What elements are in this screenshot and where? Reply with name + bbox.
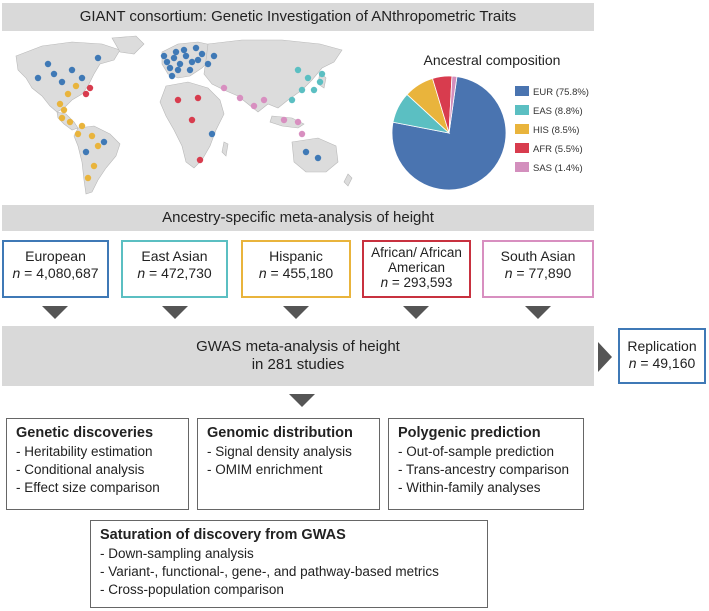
study-dot-sas — [281, 117, 287, 123]
south-america-shape — [74, 126, 120, 194]
list-item: - OMIM enrichment — [207, 462, 323, 477]
panel-saturation — [90, 520, 488, 608]
gwas-line-1: GWAS meta-analysis of height — [196, 338, 400, 355]
legend-swatch — [515, 124, 529, 134]
ancestry-box-european — [2, 240, 109, 298]
study-dot-eur — [167, 65, 173, 71]
pie-legend — [515, 86, 607, 186]
ancestry-n: n = 455,180 — [258, 265, 334, 281]
study-dot-eas — [317, 79, 323, 85]
arrow-down-icon — [403, 306, 429, 319]
world-map — [2, 34, 372, 202]
study-dot-eur — [193, 45, 199, 51]
study-dot-eas — [295, 67, 301, 73]
legend-item-eas: EAS (8.8%) — [515, 105, 583, 117]
legend-item-eur: EUR (75.8%) — [515, 86, 589, 98]
ancestry-name: East Asian — [141, 248, 208, 264]
legend-swatch — [515, 162, 529, 172]
study-dot-eur — [195, 57, 201, 63]
arrow-right-icon — [598, 342, 612, 372]
study-dot-eur — [83, 149, 89, 155]
list-item: - Within-family analyses — [398, 480, 541, 495]
study-dot-eur — [35, 75, 41, 81]
study-dot-eur — [95, 55, 101, 61]
title-banner: GIANT consortium: Genetic Investigation of ANthropometric Traits — [2, 3, 594, 31]
list-item: - Heritability estimation — [16, 444, 153, 459]
study-dot-eur — [209, 131, 215, 137]
arrow-down-icon — [289, 394, 315, 407]
study-dot-eur — [187, 67, 193, 73]
gwas-banner — [2, 326, 594, 386]
legend-item-afr: AFR (5.5%) — [515, 143, 583, 155]
study-dot-eur — [177, 61, 183, 67]
ancestry-box-east-asian — [121, 240, 228, 298]
study-dot-sas — [221, 85, 227, 91]
legend-swatch — [515, 105, 529, 115]
list-item: - Conditional analysis — [16, 462, 145, 477]
ancestry-name: African/ African American — [371, 245, 462, 275]
study-dot-eur — [173, 49, 179, 55]
study-dot-eur — [169, 73, 175, 79]
study-dot-afr — [197, 157, 203, 163]
study-dot-his — [67, 119, 73, 125]
legend-item-sas: SAS (1.4%) — [515, 162, 583, 174]
study-dot-eas — [289, 97, 295, 103]
study-dot-afr — [175, 97, 181, 103]
study-dot-afr — [87, 85, 93, 91]
list-item: - Variant-, functional-, gene-, and pathway-based metrics — [100, 564, 439, 579]
study-dot-eur — [211, 53, 217, 59]
ancestry-box-african — [362, 240, 471, 298]
study-dot-eur — [161, 53, 167, 59]
study-dot-sas — [261, 97, 267, 103]
study-dot-sas — [295, 119, 301, 125]
ancestry-n: n = 472,730 — [137, 265, 212, 281]
study-dot-eas — [305, 75, 311, 81]
study-dot-eur — [189, 59, 195, 65]
north-america-shape — [16, 42, 120, 112]
study-dot-eur — [183, 53, 189, 59]
ancestry-name: European — [25, 248, 86, 264]
study-dot-sas — [299, 131, 305, 137]
study-dot-his — [91, 163, 97, 169]
study-dot-eur — [199, 51, 205, 57]
study-dot-his — [73, 83, 79, 89]
study-dot-eur — [79, 75, 85, 81]
africa-shape — [160, 82, 224, 168]
ancestry-name: South Asian — [500, 248, 576, 264]
panel-title: Genomic distribution — [207, 425, 353, 441]
study-dot-afr — [189, 117, 195, 123]
panel-title: Saturation of discovery from GWAS — [100, 527, 346, 543]
list-item: - Effect size comparison — [16, 480, 160, 495]
study-dot-eur — [69, 67, 75, 73]
list-item: - Cross-population comparison — [100, 582, 284, 597]
study-dot-his — [59, 115, 65, 121]
study-dot-afr — [195, 95, 201, 101]
list-item: - Out-of-sample prediction — [398, 444, 555, 459]
legend-swatch — [515, 143, 529, 153]
study-dot-his — [75, 131, 81, 137]
study-dot-his — [89, 133, 95, 139]
study-dot-his — [57, 101, 63, 107]
study-dot-his — [65, 91, 71, 97]
pie-title: Ancestral composition — [423, 52, 561, 68]
study-dot-eur — [171, 55, 177, 61]
ancestry-name: Hispanic — [269, 248, 323, 264]
study-dot-eur — [101, 139, 107, 145]
ancestry-box-south-asian — [482, 240, 594, 298]
study-dot-eur — [303, 149, 309, 155]
study-dot-eur — [175, 67, 181, 73]
study-dot-his — [61, 107, 67, 113]
study-dot-eur — [164, 59, 170, 65]
list-item: - Down-sampling analysis — [100, 546, 254, 561]
arrow-down-icon — [42, 306, 68, 319]
study-dot-afr — [83, 91, 89, 97]
panel-polygenic-prediction — [388, 418, 584, 510]
replication-title: Replication — [627, 338, 697, 354]
replication-n: n = 49,160 — [628, 355, 696, 371]
gwas-line-2: in 281 studies — [251, 356, 345, 373]
study-dot-sas — [251, 103, 257, 109]
study-dot-eas — [299, 87, 305, 93]
study-dot-his — [85, 175, 91, 181]
study-dot-eas — [319, 71, 325, 77]
panel-genomic-distribution — [197, 418, 380, 510]
study-dot-eur — [51, 71, 57, 77]
study-dot-his — [79, 123, 85, 129]
study-dot-eur — [181, 47, 187, 53]
arrow-down-icon — [283, 306, 309, 319]
study-dot-his — [95, 143, 101, 149]
replication-box — [618, 328, 706, 384]
study-dot-eur — [205, 61, 211, 67]
study-dot-eas — [311, 87, 317, 93]
meta-analysis-banner: Ancestry-specific meta-analysis of height — [2, 205, 594, 231]
panel-title: Genetic discoveries — [16, 425, 154, 441]
study-dot-eur — [45, 61, 51, 67]
australia-shape — [292, 138, 338, 172]
ancestry-n: n = 293,593 — [380, 275, 453, 290]
legend-swatch — [515, 86, 529, 96]
legend-item-his: HIS (8.5%) — [515, 124, 579, 136]
new-zealand-shape — [344, 174, 352, 186]
madagascar-shape — [222, 142, 228, 156]
panel-title: Polygenic prediction — [398, 425, 541, 441]
list-item: - Trans-ancestry comparison — [398, 462, 570, 477]
study-dot-eur — [59, 79, 65, 85]
arrow-down-icon — [525, 306, 551, 319]
study-dot-sas — [237, 95, 243, 101]
study-dot-eur — [315, 155, 321, 161]
arrow-down-icon — [162, 306, 188, 319]
ancestry-pie-chart — [390, 74, 508, 192]
ancestry-n: n = 4,080,687 — [12, 265, 99, 281]
ancestry-box-hispanic — [241, 240, 351, 298]
list-item: - Signal density analysis — [207, 444, 352, 459]
ancestry-n: n = 77,890 — [504, 265, 572, 281]
panel-genetic-discoveries — [6, 418, 189, 510]
